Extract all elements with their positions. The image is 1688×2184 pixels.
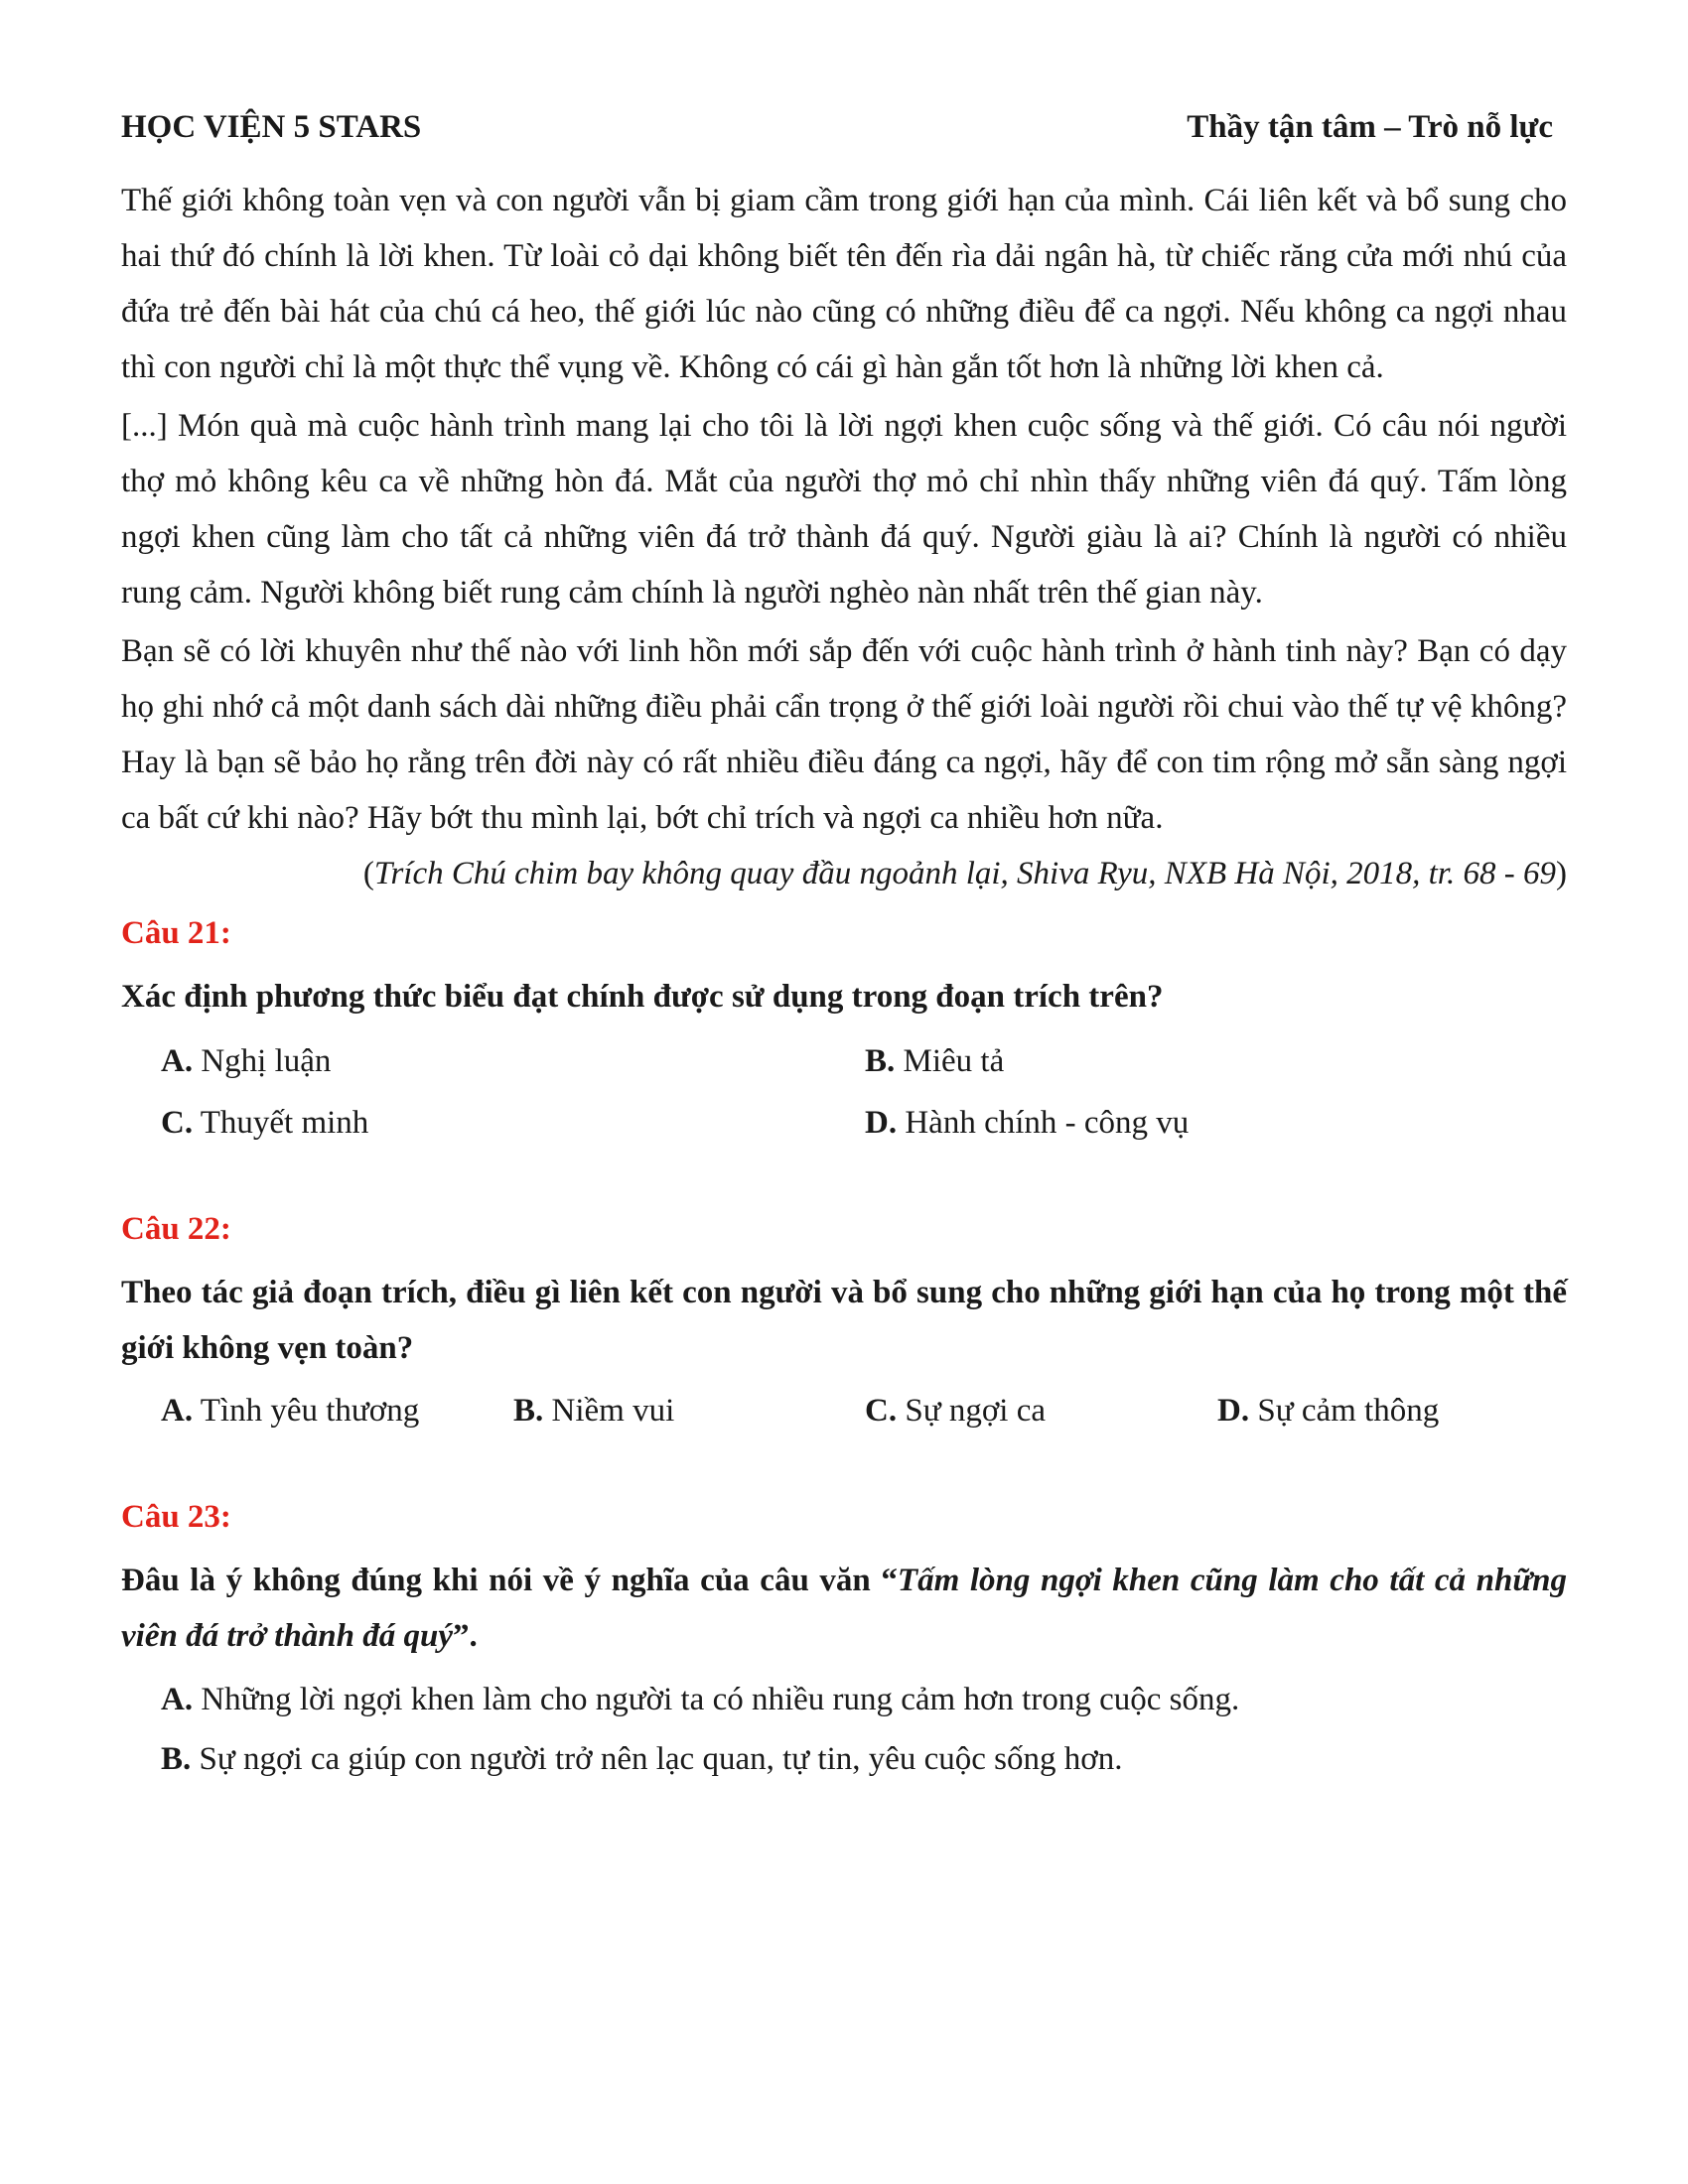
option-text: Thuyết minh — [193, 1105, 369, 1141]
question-23-quote: Tấm lòng ngợi khen cũng làm cho tất cả những viên đá trở thành đá quý — [121, 1563, 1567, 1654]
question-23-label: Câu 23: — [121, 1499, 231, 1535]
citation-text: Trích Chú chim bay không quay đầu ngoảnh lại, Shiva Ryu, NXB Hà Nội, 2018, tr. 68 - 69 — [373, 856, 1556, 891]
option-a[interactable] — [161, 1380, 513, 1441]
option-key: A. — [161, 1393, 194, 1429]
spacer — [121, 1154, 1567, 1195]
option-key: A. — [161, 1682, 194, 1717]
option-text: Sự ngợi ca giúp con người trở nên lạc quan, tự tin, yêu cuộc sống hơn. — [191, 1741, 1123, 1777]
option-b[interactable] — [513, 1380, 865, 1441]
option-key: D. — [1217, 1393, 1250, 1429]
citation-open: ( — [362, 856, 374, 891]
question-22-options — [121, 1380, 1567, 1441]
option-key: D. — [865, 1105, 898, 1141]
spacer — [121, 1441, 1567, 1483]
citation-close: ) — [1556, 856, 1567, 891]
header-right: Thầy tận tâm – Trò nỗ lực — [1187, 109, 1553, 145]
option-text: Sự cảm thông — [1249, 1393, 1440, 1429]
question-23-text-before: Đâu là ý không đúng khi nói về ý nghĩa của câu văn “ — [121, 1563, 898, 1598]
option-key: A. — [161, 1043, 194, 1079]
option-b[interactable] — [121, 1729, 1567, 1789]
option-c[interactable] — [865, 1380, 1217, 1441]
option-key: B. — [865, 1043, 896, 1079]
passage-paragraph-2: [...] Món quà mà cuộc hành trình mang lại cho tôi là lời ngợi khen cuộc sống và thế giới. Có câu nói người thợ mỏ không kêu ca về những hòn đá. Mắt của người thợ mỏ chỉ nhìn thấy những viên đá quý. Tấm lòng ngợi khen cũng làm cho tất cả những viên đá trở thành đá quý. Người giàu là ai? Chính là người có nhiều rung cảm. Người không biết rung cảm chính là người nghèo nàn nhất trên thế gian này. — [121, 408, 1567, 611]
option-text: Nghị luận — [193, 1043, 332, 1079]
option-text: Miêu tả — [895, 1043, 1005, 1079]
page-header — [121, 103, 1567, 151]
option-text: Tình yêu thương — [193, 1393, 420, 1429]
question-22-text: Theo tác giả đoạn trích, điều gì liên kết con người và bổ sung cho những giới hạn của họ trong một thế giới không vẹn toàn? — [121, 1275, 1567, 1366]
citation — [121, 846, 1567, 901]
question-21-label: Câu 21: — [121, 915, 231, 951]
question-21-text: Xác định phương thức biểu đạt chính được sử dụng trong đoạn trích trên? — [121, 979, 1164, 1015]
option-key: B. — [161, 1741, 192, 1777]
question-21-options — [121, 1030, 1567, 1154]
option-a[interactable] — [161, 1030, 865, 1092]
option-d[interactable] — [1217, 1380, 1567, 1441]
question-22-label: Câu 22: — [121, 1211, 231, 1247]
option-key: C. — [865, 1393, 898, 1429]
option-key: C. — [161, 1105, 194, 1141]
passage-paragraph-3: Bạn sẽ có lời khuyên như thế nào với linh hồn mới sắp đến với cuộc hành trình ở hành tinh này? Bạn có dạy họ ghi nhớ cả một danh sách dài những điều phải cẩn trọng ở thế giới loài người rồi chui vào thế tự vệ không? Hay là bạn sẽ bảo họ rằng trên đời này có rất nhiều điều đáng ca ngợi, hãy để con tim rộng mở sẵn sàng ngợi ca bất cứ khi nào? Hãy bớt thu mình lại, bớt chỉ trích và ngợi ca nhiều hơn nữa. — [121, 633, 1567, 836]
option-text: Hành chính - công vụ — [897, 1105, 1190, 1141]
option-text: Những lời ngợi khen làm cho người ta có nhiều rung cảm hơn trong cuộc sống. — [193, 1682, 1240, 1717]
question-23-text-after: ”. — [453, 1618, 478, 1654]
option-text: Niềm vui — [543, 1393, 675, 1429]
option-a[interactable] — [121, 1670, 1567, 1729]
document-page — [121, 103, 1567, 1789]
option-key: B. — [513, 1393, 544, 1429]
option-d[interactable] — [865, 1092, 1567, 1154]
option-b[interactable] — [865, 1030, 1567, 1092]
option-text: Sự ngợi ca — [897, 1393, 1046, 1429]
option-c[interactable] — [161, 1092, 865, 1154]
question-23-text — [121, 1553, 1567, 1664]
passage-paragraph-1: Thế giới không toàn vẹn và con người vẫn bị giam cầm trong giới hạn của mình. Cái liên kết và bổ sung cho hai thứ đó chính là lời khen. Từ loài cỏ dại không biết tên đến rìa dải ngân hà, từ chiếc răng cửa mới nhú của đứa trẻ đến bài hát của chú cá heo, thế giới lúc nào cũng có những điều để ca ngợi. Nếu không ca ngợi nhau thì con người chỉ là một thực thể vụng về. Không có cái gì hàn gắn tốt hơn là những lời khen cả. — [121, 183, 1567, 385]
header-left: HỌC VIỆN 5 STARS — [121, 109, 422, 145]
